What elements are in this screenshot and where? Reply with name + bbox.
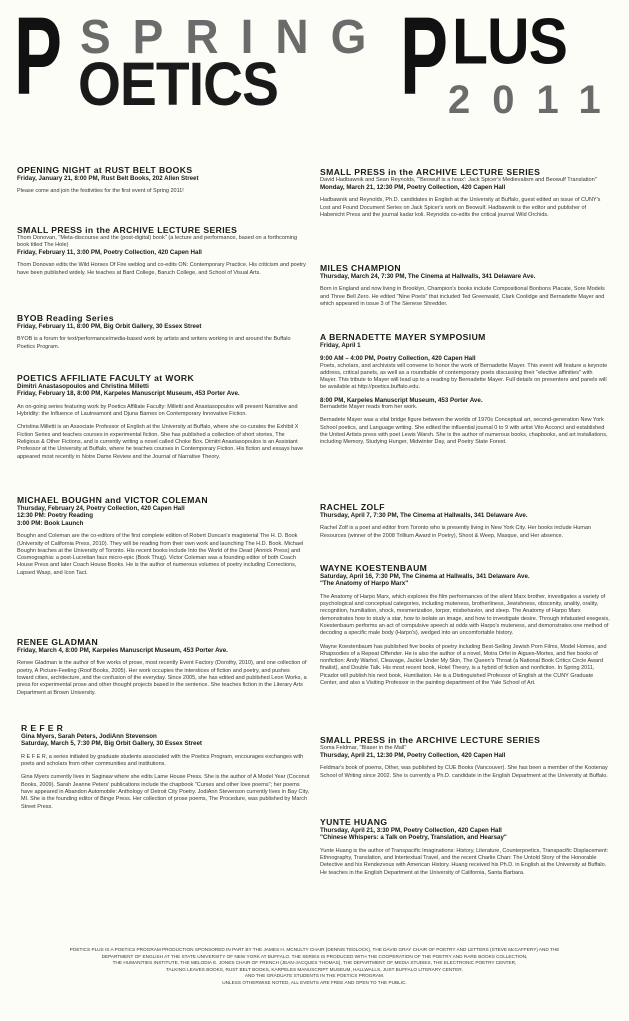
masthead-plus: LUS	[452, 5, 567, 79]
event-description: The Anatomy of Harpo Marx, which explores the film performances of the silent Marx brother, investigates a variety of psychological and conceptual categories, including muteness, brotherliness, Jewishness, obscenity, anality, orality, recognition, humiliation, shock, mesmerization, torpor, misbehavior, and sleep. The Anatomy of Harpo Marx demonstrates how to study a star, how to isolate an image, and how to investigate desire. Through infatuated exegesis, Koestenbaum performs an act of compulsive speech at odds with Harpo's muteness, and demonstrates one method of decoding a specific male body (Harpo's), wedged into an uncomfortable history.	[320, 593, 610, 637]
event-title: RACHEL ZOLF	[320, 502, 385, 512]
event-description: R E F E R, a series initiated by graduate students associated with the Poetics Program, encourages exchanges with poets and scholars from other communities and institutions.	[21, 753, 304, 768]
masthead	[0, 0, 629, 125]
sponsor-footer	[10, 947, 619, 987]
event-description: Bernadete Mayer was a vital bridge figure between the worlds of 1970s Conceptual art, second-generation New York School poetics, and Language writing. She edited the influential journal 0 to 9 with artist Vito Acconci and established the United Artists press with poet Lewis Warsh. She is the author of numerous books, chapbooks, and art installations, including Memory, Studying Hunger, Midwinter Day, and Poetry State Forest.	[320, 417, 608, 446]
event-title: POETICS AFFILIATE FACULTY at WORK	[17, 373, 195, 383]
event-title: A BERNADETTE MAYER SYMPOSIUM	[320, 332, 486, 342]
event-detail: Thursday, February 24, Poetry Collection, 420 Capen Hall	[17, 505, 185, 512]
event-description: Christina Milletti is an Associate Professor of English at the University at Buffalo, where she co-curates the Exhibit X Fiction Series and teaches courses in experimental fiction. She has published a collection of short stories, The Religious & Other Fictions, and is currently writing a novel called Choke Box. Dimitri Anastasopoulos is an Assistant Professor at the University at Buffalo, where he teaches courses in Contemporary Fiction. His fiction and essays have appeared most recently in Notre Dame Review and the Journal of Narrative Theory.	[17, 424, 304, 460]
event-block	[17, 373, 307, 461]
event-block	[17, 165, 307, 196]
event-block	[320, 502, 610, 540]
session-text: Poets, scholars, and archivists will convene to honor the work of Bernadette Mayer. This event will feature a keynote address, critical panels, as well as a roundtable of contemporary poets discussing their "elective affinities" with Mayer. This tribute to Mayer will lead up to a reading by Bernadette Mayer. Full details on presenters and panels will be available at http://poetics.buffalo.edu.	[320, 362, 608, 390]
event-title: R E F E R	[21, 723, 64, 733]
event-title: SMALL PRESS in the ARCHIVE LECTURE SERIES	[320, 167, 541, 177]
event-detail: "Chinese Whispers: a Talk on Poetry, Translation, and Hearsay"	[320, 834, 507, 842]
event-block	[17, 637, 307, 697]
event-detail: Saturday, March 5, 7:30 PM, Big Orbit Gallery, 30 Essex Street	[21, 740, 202, 748]
event-block	[320, 332, 610, 446]
event-description: BYOB is a forum for text/performance/media-based work by artists and writers working in and around the Buffalo Poetics Program.	[17, 336, 291, 350]
event-description: Yunte Huang is the author of Transpacific Imaginations: History, Literature, Counterpoetics, Transpacific Displacement: Ethnography, Translation, and Intertextual Travel, and the recent Charlie Chan: The Untold Story of the Honorable Detective and his Rendezvous with American History. Huang received his Ph.D. in English at the University at Buffalo. He teaches in the English Department at the University of California, Santa Barbara.	[320, 847, 609, 876]
event-detail: Thursday, April 21, 3:30 PM, Poetry Collection, 420 Capen Hall	[320, 827, 502, 834]
event-detail: Friday, January 21, 8:00 PM, Rust Belt Books, 202 Allen Street	[17, 175, 199, 182]
footer-line: AND THE GRADUATE STUDENTS IN THE POETICS PROGRAM.	[244, 973, 385, 979]
masthead-poetics: OETICS	[78, 49, 278, 119]
masthead-spring: SPRING	[80, 8, 389, 64]
event-title: MICHAEL BOUGHN and VICTOR COLEMAN	[17, 495, 208, 505]
event-title: MILES CHAMPION	[320, 263, 402, 273]
event-block	[21, 723, 311, 811]
event-detail: Friday, April 1	[320, 342, 361, 349]
event-description: Gina Myers currently lives in Saginaw where she edits Lame House Press. She is the author of A Model Year (Coconut Books, 2009). Sarah Jeanne Peters' publications include the chapbook "Curses and other love poems"; her poems have appeared in Abandon Automobile: Anthology of Detroit City Poetry. JodiAnn Stevenson currently lives in Bay City, MI. She is the founding editor of Binge Press. Her collection of prose poems, The Procedure, was published by March Street Press.	[21, 774, 310, 810]
event-block	[17, 495, 307, 577]
event-detail: Thursday, April 7, 7:30 PM, The Cinema at Hallwalls, 341 Delaware Ave.	[320, 512, 528, 519]
event-title: WAYNE KOESTENBAUM	[320, 563, 428, 573]
event-detail: Friday, March 4, 8:00 PM, Karpeles Manuscript Museum, 453 Porter Ave.	[17, 647, 228, 654]
event-description: Feldmar's book of poems, Other, was published by CUE Books (Vancouver). She has been a member of the Kootenay School of Writing since 2002. She is currently a Ph.D. candidate in the English Department at the University at Buffalo.	[320, 765, 608, 779]
event-title: BYOB Reading Series	[17, 313, 114, 323]
event-title: SMALL PRESS in the ARCHIVE LECTURE SERIES	[320, 735, 541, 745]
event-detail: Gina Myers, Sarah Peters, JodiAnn Stevenson	[21, 733, 157, 740]
event-subtitle: Soma Feldmar, "Blaser in the Mall"	[320, 745, 407, 751]
event-description: Rachel Zolf is a poet and editor from Toronto who is presently living in New York City. Her books include Human Resources (winner of the 2008 Trillium Award in Poetry), Shoot & Weep, Masque, and Her absence.	[320, 525, 591, 539]
event-detail: Friday, February 18, 8:00 PM, Karpeles Manuscript Museum, 453 Porter Ave.	[17, 390, 240, 398]
event-subtitle: Thom Donovan, "Meta-discourse and the (post-digital) book" (a lecture and performance, based on a forthcoming book titled The Hole)	[17, 235, 298, 248]
event-detail: Dimitri Anastasopoulos and Christina Milletti	[17, 383, 149, 390]
event-block	[320, 735, 610, 780]
masthead-big-p-left: P	[14, 0, 63, 119]
event-block	[320, 263, 610, 308]
event-detail: Thursday, March 24, 7:30 PM, The Cinema at Hallwalls, 341 Delaware Ave.	[320, 273, 536, 280]
event-description: Born in England and now living in Brooklyn, Champion's books include Compositional Bonbons Placate, Sore Models and Three Bell Zero. He edited "Nine Poets" that included Ted Greenwald, Clark Coolidge and Bernadette Mayer and which appeared in issue 3 of The Sienese Shredder.	[320, 286, 605, 307]
event-description: Wayne Koestenbaum has published five books of poetry including Best-Selling Jewish Porn Films, Model Homes, and Rhapsodies of a Repeat Offender. He is also the author of a novel, Moira Orfei in Aigues-Mortes, and five books of nonfiction: Andy Warhol, Cleavage, Jackie Under My Skin, The Queen's Throat (a National Book Critics Circle Award finalist), and Double Talk. His most recent book, Hotel Theory, is a hybrid of fiction and nonfiction. In Spring 2011, Picador will publish his next book, Humiliation. He is a Distinguished Professor of English at the CUNY Graduate Center, and also a Visiting Professor in the painting department of the Yale School of Art.	[320, 643, 607, 687]
event-block	[320, 817, 610, 877]
event-title: OPENING NIGHT at RUST BELT BOOKS	[17, 165, 193, 175]
masthead-year: 2011	[448, 78, 623, 122]
event-subtitle: David Hadbawnik and Sean Reynolds, "'Beowulf is a hoax': Jack Spicer's Medievalism and Beowulf Translation"	[320, 177, 597, 183]
event-description: Renee Gladman is the author of five works of prose, most recently Event Factory (Dorothy, 2010), and one collection of poetry, A Picture-Feeling (Roof Books, 2005). Her work occupies the interstices of fiction and poetry, and pushes toward cities, architecture, and the confusion of the everyday. Since 2005, she has edited and published Leon Works, a press for experimental prose and other thought projects based in the sentence. She teaches fiction in the Literary Arts Department at Brown University.	[17, 660, 307, 696]
session-text: Bernadette Mayer reads from her work.	[320, 404, 418, 411]
session-time: 8:00 PM, Karpeles Manuscript Museum, 453 Porter Ave.	[320, 396, 483, 404]
event-detail: Thursday, April 21, 12:30 PM, Poetry Collection, 420 Capen Hall	[320, 752, 506, 759]
event-description: Thom Donovan edits the Wild Horses Of Fire weblog and co-edits ON: Contemporary Practice. His criticism and poetry have been published widely. He teaches at Bard College, Baruch College, and School of Visual Arts.	[17, 262, 306, 276]
session-time: 9:00 AM – 4:00 PM, Poetry Collection, 420 Capen Hall	[320, 355, 476, 363]
event-title: SMALL PRESS in the ARCHIVE LECTURE SERIES	[17, 225, 238, 235]
event-description: Boughn and Coleman are the co-editors of the first complete edition of Robert Duncan's magisterial The H. D. Book (University of California Press, 2010). They will be reading from their own work and launching The H.D. Book. Michael Boughn teaches at the University of Toronto. His recent books include Into the World of the Dead (Annick Press) and Cosmographia: a post-Lucretian faux micro-epic (Book Thug). Victor Coleman was a founding editor of both Coach House Press and later Coach House Books. He is the author of numerous volumes of poetry including Corrections, Lapsed Wasp, and Icon Tact.	[17, 533, 304, 576]
event-detail: Saturday, April 16, 7:30 PM, The Cinema at Hallwalls, 341 Delaware Ave.	[320, 573, 530, 580]
event-title: RENEE GLADMAN	[17, 637, 99, 647]
event-block	[320, 563, 610, 687]
event-detail: 3:00 PM: Book Launch	[17, 519, 84, 527]
footer-line: POETICS PLUS IS A POETICS PROGRAM PRODUCTION SPONSORED IN PART BY THE JAMES H. MCNULTY CHAIR (DENNIS TEDLOCK), THE DAVID GRAY CHAIR OF POETRY AND LETTERS (STEVE McCAFFERY) AND THE	[69, 947, 560, 952]
event-detail: "The Anatomy of Harpo Marx"	[320, 580, 409, 588]
event-title: YUNTE HUANG	[320, 817, 388, 827]
event-block	[17, 313, 307, 351]
event-description: Hadbawnik and Reynolds, Ph.D. candidates in English at the University at Buffalo, guest edited an issue of CUNY's Lost and Found Document Series on Jack Spicer's work on Beowulf. Hadbawnik is the editor and publisher of Habenicht Press and the journal kadar koli. Reynolds co-edits the critical journal Wild Orchids.	[320, 197, 601, 218]
event-detail: Monday, March 21, 12:30 PM, Poetry Collection, 420 Capen Hall	[320, 184, 506, 191]
footer-line: UNLESS OTHERWISE NOTED, ALL EVENTS ARE FREE AND OPEN TO THE PUBLIC.	[222, 979, 407, 985]
event-detail: 12:30 PM: Poetry Reading	[17, 512, 93, 520]
footer-line: TALKING LEAVES BOOKS, RUST BELT BOOKS, KARPELES MANUSCRIPT MUSEUM, HALLWALLS, JUST BUFFALO LITERARY CENTER,	[166, 966, 463, 972]
event-block	[17, 225, 307, 277]
footer-line: THE HUMANITIES INSTITUTE, THE MELODIA E. JONES CHAIR OF FRENCH (JEAN-JACQUES THOMAS), THE DEPARTMENT OF MEDIA STUDIES, THE ELECTRONIC POETRY CENTER,	[112, 960, 517, 966]
event-description: Please come and join the festivities for the first event of Spring 2011!	[17, 188, 184, 195]
event-detail: Friday, February 11, 3:00 PM, Poetry Collection, 420 Capen Hall	[17, 249, 202, 256]
footer-line: DEPARTMENT OF ENGLISH AT THE STATE UNIVERSITY OF NEW YORK AT BUFFALO. THE SERIES IS PRODUCED WITH THE COOPERATION OF THE POETRY AND RARE BOOKS COLLECTION,	[101, 953, 528, 959]
event-description: An on-going series featuring work by Poetics Affiliate Faculty: Milletti and Anastasopoulos will present Narrative and Hybridity: the Influence of Lautreamont and Djuna Barnes on Contemporary Innovative Fiction.	[17, 403, 298, 418]
event-block	[320, 167, 610, 219]
masthead-big-p-right: P	[400, 0, 449, 119]
event-detail: Friday, February 11, 8:00 PM, Big Orbit Gallery, 30 Essex Street	[17, 323, 202, 330]
